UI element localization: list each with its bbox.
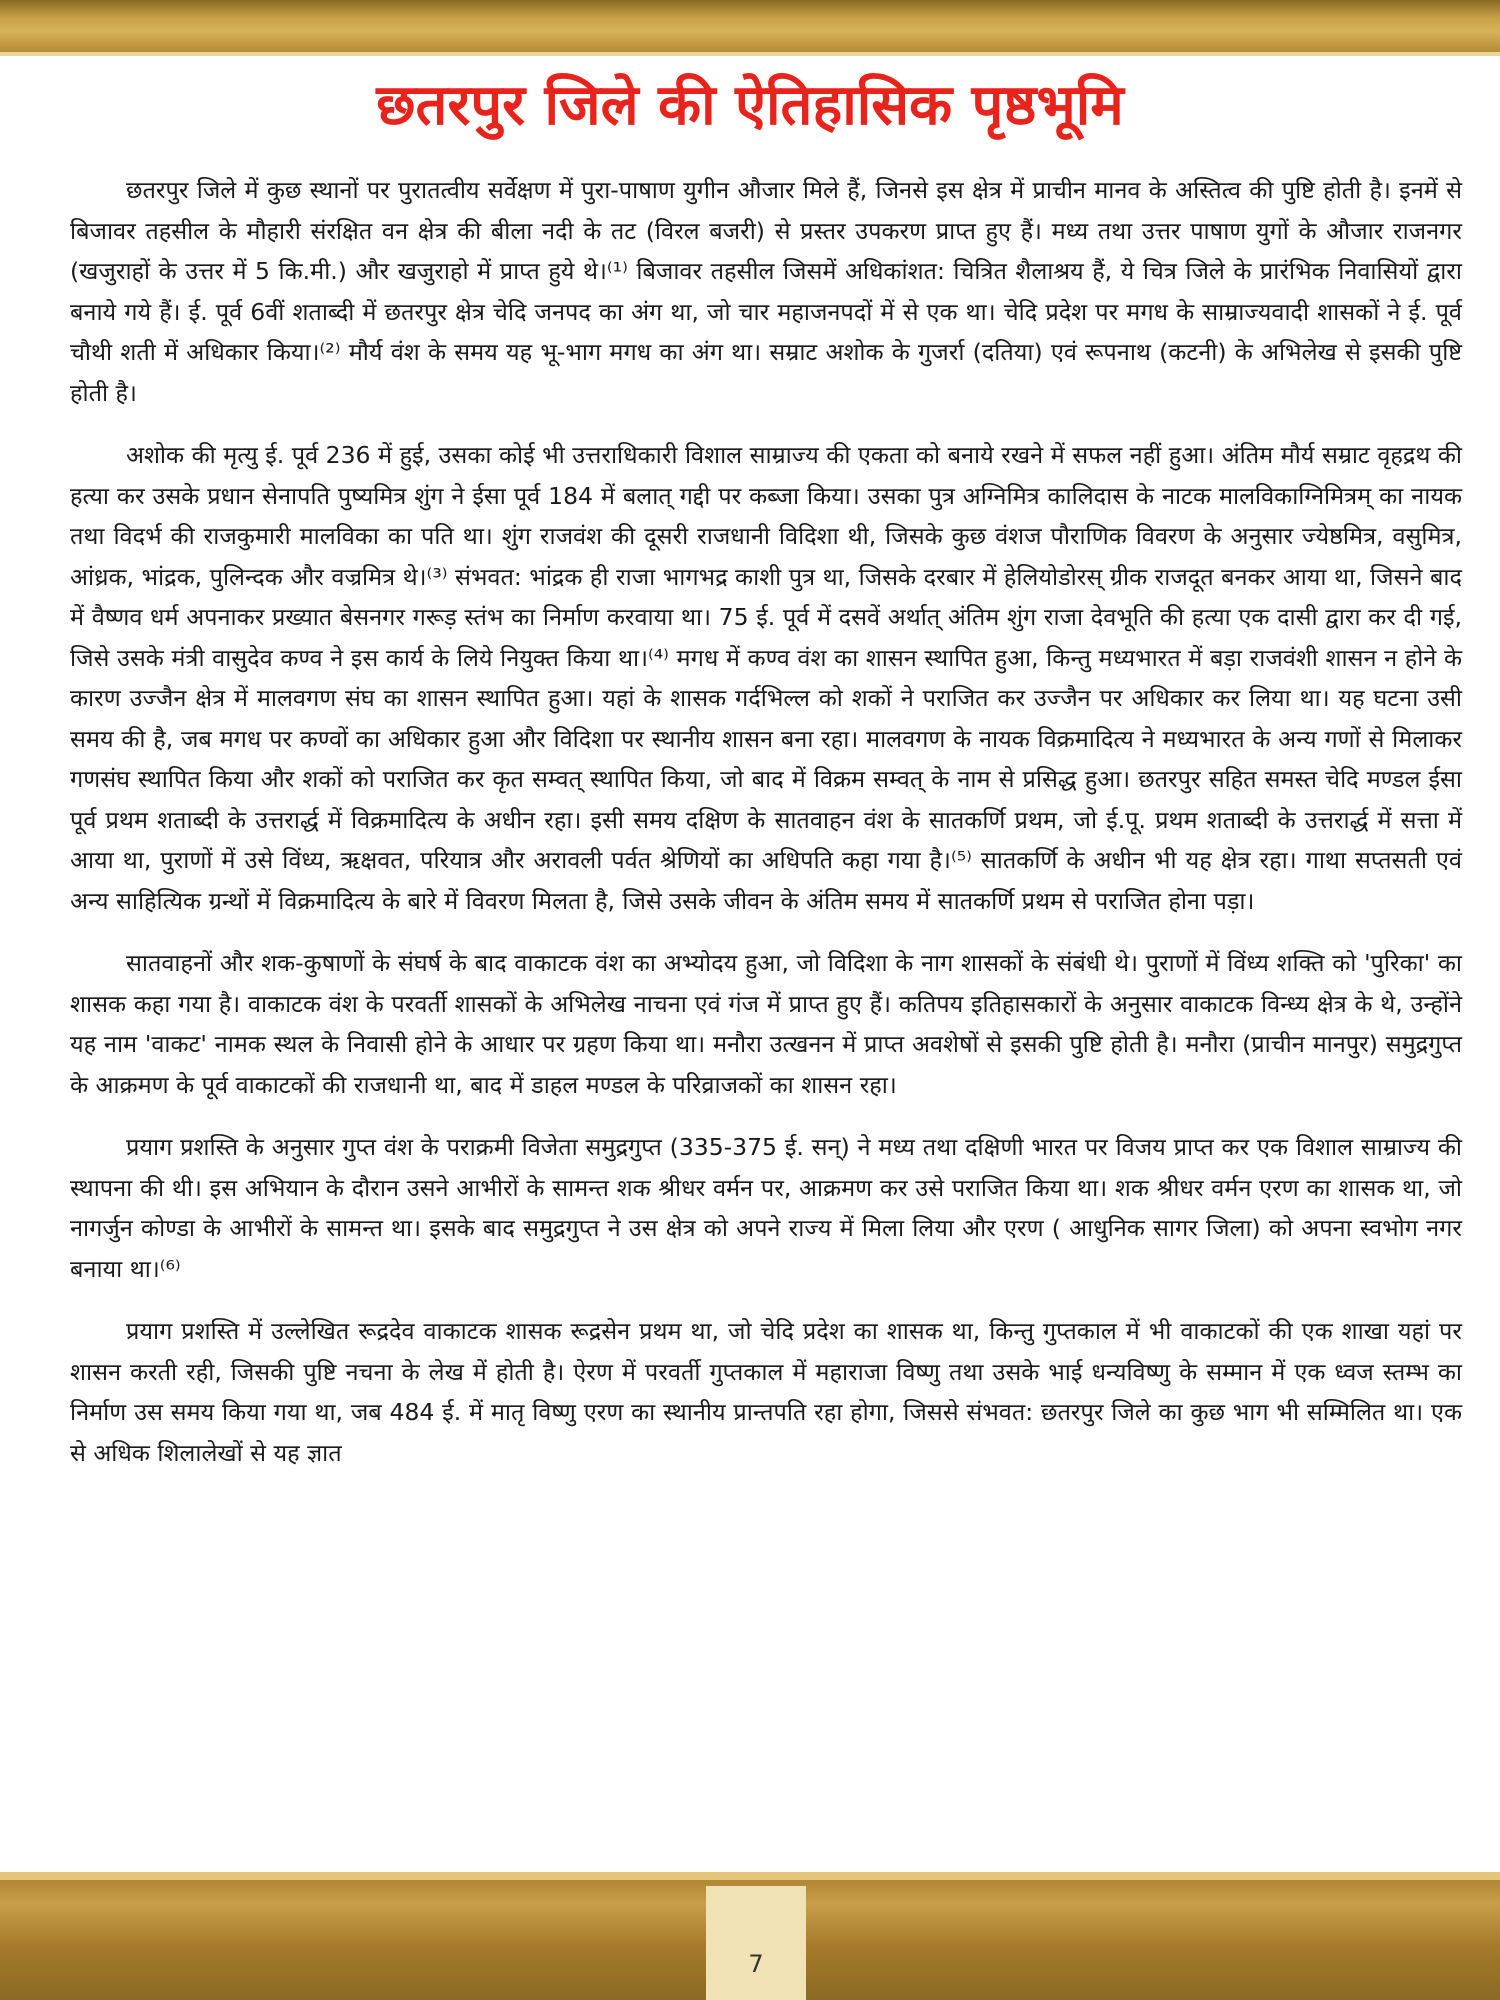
paragraph-4: प्रयाग प्रशस्ति के अनुसार गुप्त वंश के पराक्रमी विजेता समुद्रगुप्त (335-375 ई. सन्) ने मध्य तथा दक्षिणी भारत पर विजय प्राप्त कर एक विशाल साम्राज्य की स्थापना की थी। इस अभियान के दौरान उसने आभीरों के सामन्त शक श्रीधर वर्मन पर, आक्रमण कर उसे पराजित किया था। शक श्रीधर वर्मन एरण का शासक था, जो नागर्जुन कोण्डा के आभीरों के सामन्त था। इसके बाद समुद्रगुप्त ने उस क्षेत्र को अपने राज्य में मिला लिया और एरण ( आधुनिक सागर जिला) को अपना स्वभोग नगर बनाया था।⁽⁶⁾ [70,1133,1462,1283]
bottom-border-highlight [0,1872,1500,1880]
page-number-tab [706,1886,806,2000]
article-body [70,170,1462,1495]
paragraph-2: अशोक की मृत्यु ई. पूर्व 236 में हुई, उसका कोई भी उत्तराधिकारी विशाल साम्राज्य की एकता को बनाये रखने में सफल नहीं हुआ। अंतिम मौर्य सम्राट वृहद्रथ की हत्या कर उसके प्रधान सेनापति पुष्यमित्र शुंग ने ईसा पूर्व 184 में बलात् गद्दी पर कब्जा किया। उसका पुत्र अग्निमित्र कालिदास के नाटक मालविकाग्निमित्रम् का नायक तथा विदर्भ की राजकुमारी मालविका का पति था। शुंग राजवंश की दूसरी राजधानी विदिशा थी, जिसके कुछ वंशज पौराणिक विवरण के अनुसार ज्येष्ठमित्र, वसुमित्र, आंध्रक, भांद्रक, पुलिन्दक और वज्रमित्र थे।⁽³⁾ संभवत: भांद्रक ही राजा भागभद्र काशी पुत्र था, जिसके दरबार में हेलियोडोरस् ग्रीक राजदूत बनकर आया था, जिसने बाद में वैष्णव धर्म अपनाकर प्रख्यात बेसनगर गरूड़ स्तंभ का निर्माण करवाया था। 75 ई. पूर्व में दसवें अर्थात् अंतिम शुंग राजा देवभूति की हत्या एक दासी द्वारा कर दी गई, जिसे उसके मंत्री वासुदेव कण्व ने इस कार्य के लिये नियुक्त किया था।⁽⁴⁾ मगध में कण्व वंश का शासन स्थापित हुआ, किन्तु मध्यभारत में बड़ा राजवंशी शासन न होने के कारण उज्जैन क्षेत्र में मालवगण संघ का शासन स्थापित हुआ। यहां के शासक गर्दभिल्ल को शकों ने पराजित कर उज्जैन पर अधिकार कर लिया था। यह घटना उसी समय की है, जब मगध पर कण्वों का अधिकार हुआ और विदिशा पर स्थानीय शासन बना रहा। मालवगण के नायक विक्रमादित्य ने मध्यभारत के अन्य गणों से मिलाकर गणसंघ स्थापित किया और शकों को पराजित कर कृत सम्वत् स्थापित किया, जो बाद में विक्रम सम्वत् के नाम से प्रसिद्ध हुआ। छतरपुर सहित समस्त चेदि मण्डल ईसा पूर्व प्रथम शताब्दी के उत्तरार्द्ध में विक्रमादित्य के अधीन रहा। इसी समय दक्षिण के सातवाहन वंश के सातकर्णि प्रथम, जो ई.पू. प्रथम शताब्दी के उत्तरार्द्ध में सत्ता में आया था, पुराणों में उसे विंध्य, ऋक्षवत, परियात्र और अरावली पर्वत श्रेणियों का अधिपति कहा गया है।⁽⁵⁾ सातकर्णि के अधीन भी यह क्षेत्र रहा। गाथा सप्तसती एवं अन्य साहित्यिक ग्रन्थों में विक्रमादित्य के बारे में विवरण मिलता है, जिसे उसके जीवन के अंतिम समय में सातकर्णि प्रथम से पराजित होना पड़ा। [70,441,1463,915]
paragraph-5: प्रयाग प्रशस्ति में उल्लेखित रूद्रदेव वाकाटक शासक रूद्रसेन प्रथम था, जो चेदि प्रदेश का शासक था, किन्तु गुप्तकाल में भी वाकाटकों की एक शाखा यहां पर शासन करती रही, जिसकी पुष्टि नचना के लेख में होती है। ऐरण में परवर्ती गुप्तकाल में महाराजा विष्णु तथा उसके भाई धन्यविष्णु के सम्मान में एक ध्वज स्तम्भ का निर्माण उस समय किया गया था, जब 484 ई. में मातृ विष्णु एरण का स्थानीय प्रान्तपति रहा होगा, जिससे संभवत: छतरपुर जिले का कुछ भाग भी सम्मिलित था। एक से अधिक शिलालेखों से यह ज्ञात [70,1317,1462,1467]
page-number: 7 [748,1950,764,1978]
paragraph-3: सातवाहनों और शक-कुषाणों के संघर्ष के बाद वाकाटक वंश का अभ्योदय हुआ, जो विदिशा के नाग शासकों के संबंधी थे। पुराणों में विंध्य शक्ति को 'पुरिका' का शासक कहा गया है। वाकाटक वंश के परवर्ती शासकों के अभिलेख नाचना एवं गंज में प्राप्त हुए हैं। कतिपय इतिहासकारों के अनुसार वाकाटक विन्ध्य क्षेत्र के थे, उन्होंने यह नाम 'वाकट' नामक स्थल के निवासी होने के आधार पर ग्रहण किया था। मनौरा उत्खनन में प्राप्त अवशेषों से इसकी पुष्टि होती है। मनौरा (प्राचीन मानपुर) समुद्रगुप्त के आक्रमण के पूर्व वाकाटकों की राजधानी था, बाद में डाहल मण्डल के परिव्राजकों का शासन रहा। [70,949,1462,1099]
top-decorative-border [0,0,1500,52]
paragraph-1: छतरपुर जिले में कुछ स्थानों पर पुरातत्वीय सर्वेक्षण में पुरा-पाषाण युगीन औजार मिले हैं, जिनसे इस क्षेत्र में प्राचीन मानव के अस्तित्व की पुष्टि होती है। इनमें से बिजावर तहसील के मौहारी संरक्षित वन क्षेत्र की बीला नदी के तट (विरल बजरी) से प्रस्तर उपकरण प्राप्त हुए हैं। मध्य तथा उत्तर पाषाण युगों के औजार राजनगर (खजुराहों के उत्तर में 5 कि.मी.) और खजुराहो में प्राप्त हुये थे।⁽¹⁾ बिजावर तहसील जिसमें अधिकांशत: चित्रित शैलाश्रय हैं, ये चित्र जिले के प्रारंभिक निवासियों द्वारा बनाये गये हैं। ई. पूर्व 6वीं शताब्दी में छतरपुर क्षेत्र चेदि जनपद का अंग था, जो चार महाजनपदों में से एक था। चेदि प्रदेश पर मगध के साम्राज्यवादी शासकों ने ई. पूर्व चौथी शती में अधिकार किया।⁽²⁾ मौर्य वंश के समय यह भू-भाग मगध का अंग था। सम्राट अशोक के गुजर्रा (दतिया) एवं रूपनाथ (कटनी) के अभिलेख से इसकी पुष्टि होती है। [70,176,1462,407]
top-border-highlight [0,52,1500,56]
page-title: छतरपुर जिले की ऐतिहासिक पृष्ठभूमि [376,73,1124,138]
